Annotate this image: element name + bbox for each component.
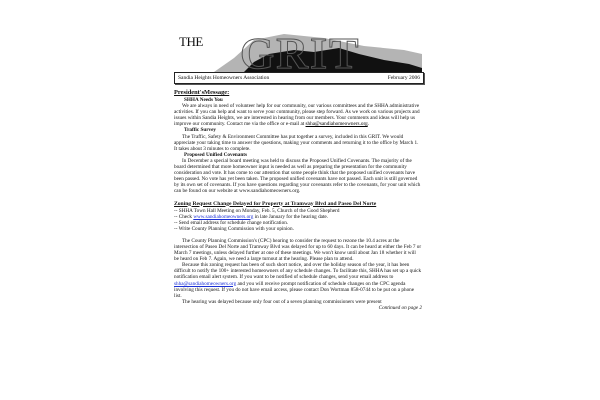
zoning-paragraph: The County Planning Commission's (CPC) hearing to consider the request to rezone the 10.4 acres at the intersection of Paseo Del Norte and Tramway Blvd was delayed for up to 60 days. It can be heard at either the Feb 7 or March 7 meetings, unless delayed further at one of these meetings. We won't know until about Jan 18 whether it will be heard on Feb 7. Again, we need a large turnout at the hearing. Please plan to attend. bbox=[174, 237, 422, 263]
newsletter-page bbox=[174, 0, 424, 400]
email-link[interactable]: shha@sandiahomeowners.org bbox=[305, 121, 368, 128]
section-title: Traffic Survey bbox=[184, 127, 217, 134]
mountain-logo-icon bbox=[174, 28, 424, 72]
masthead-the: THE bbox=[179, 34, 203, 49]
zoning-paragraph: The hearing was delayed because only four out of a seven planning commissioners were present bbox=[182, 298, 382, 305]
section-text: We are always in need of volunteer help for our community, our various committees and the SHHA administrative activities. If you can help and want to serve your community, please step forward. As we work on various projects and issues within Sandia Heights, we are interested in hearing from our members. Your comments and ideas will help us improve our community. Contact me via the office or e-mail at shha@sandiahomeowners.org. bbox=[174, 103, 420, 128]
masthead bbox=[174, 28, 424, 72]
president-message-heading: President'sMessage: bbox=[174, 89, 230, 96]
section-text: In December a special board meeting was held to discuss the Proposed Unified Covenants. The majority of the board determined that more homeowner input is needed as well as preparing the presentation for the community consideration and vote. It has come to our attention that some people think that the proposed unified covenants have been passed. No vote has yet been taken. The proposed unified covenants have not passed. Each unit is still governed by its own set of covenants. If you have questions regarding your covenants refer to the covenants, for your unit which can be found on our website at www.sandiahomeowners.org. bbox=[174, 157, 421, 195]
website-link[interactable]: www.sandiahomeowners.org bbox=[193, 213, 254, 220]
bullet-item: -- Write County Planning Commission with your opinion. bbox=[174, 225, 294, 232]
organization-name: Sandia Heights Homeowners Association bbox=[178, 75, 270, 81]
section-title: Proposed Unified Covenants bbox=[184, 151, 248, 158]
zoning-heading: Zoning Request Change Delayed for Property at Tramway Blvd and Paseo Del Norte bbox=[174, 200, 377, 207]
bullet-item: -- Check www.sandiahomeowners.org in late January for the hearing date. bbox=[174, 213, 329, 220]
section-text: The Traffic, Safety & Environment Committee has put together a survey, included in this GRIT. We would appreciate your taking time to answer the questions, making your comments and returning it to the office by March 1. It takes about 3 minutes to complete. bbox=[174, 133, 419, 152]
bullet-item: -- SHHA Town Hall Meeting on Monday, Feb. 5, Church of the Good Shepherd bbox=[174, 207, 340, 214]
section-title: SHHA Needs You bbox=[184, 97, 223, 103]
bullet-item: -- Send email address for schedule change notification. bbox=[174, 219, 289, 226]
article-body bbox=[174, 89, 422, 311]
email-link[interactable]: shha@sandiahomeowners.org bbox=[174, 280, 237, 287]
continued-note: Continued on page 2 bbox=[378, 304, 422, 311]
svg-text:GRIT: GRIT bbox=[240, 29, 361, 72]
issue-date: February 2006 bbox=[387, 75, 420, 81]
masthead-banner bbox=[174, 72, 424, 84]
zoning-paragraph: Because this zoning request has been of such short notice, and over the holiday season of the year, it has been difficult to notify the 100+ interested homeowners of any schedule changes. To facilitate this, SHHA has set up a quick notification email alert system. If you want to be notified of schedule changes, send your email address to shha@sandiahomeowners.org and you will receive prompt notification of schedule changes on the CPC agenda involving this request. If you do not have email access, please contact Don Wortman 858-0744 to be put on a phone list. bbox=[174, 262, 422, 299]
